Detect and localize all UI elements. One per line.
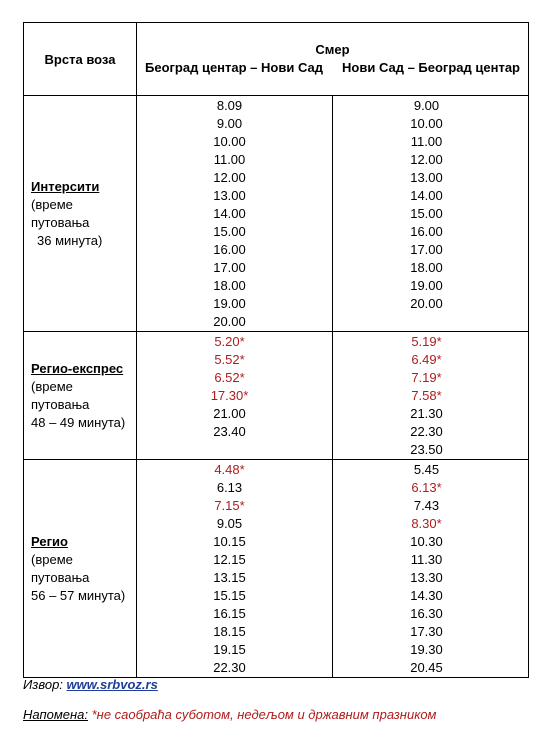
departure-time: 9.00 (216, 116, 243, 131)
departure-time: 19.00 (213, 296, 246, 311)
times-column (137, 460, 333, 678)
departure-time: 22.30 (410, 424, 443, 439)
departure-time: 19.30 (410, 642, 443, 657)
departure-time: 14.00 (213, 206, 246, 221)
times-column (333, 332, 529, 460)
departure-time: 21.30 (410, 406, 443, 421)
times-column (333, 96, 529, 332)
group-row-regio-express (24, 332, 529, 460)
group-note-line: 48 – 49 минута) (31, 414, 126, 430)
departure-time: 6.49* (411, 352, 442, 367)
departure-time: 14.00 (410, 188, 443, 203)
departure-time: 5.52* (214, 352, 245, 367)
departure-time: 15.00 (410, 206, 443, 221)
departure-time: 14.30 (410, 588, 443, 603)
departure-time: 15.15 (213, 588, 246, 603)
train-type-header: Врста воза (24, 23, 137, 96)
departure-time: 10.00 (213, 134, 246, 149)
departure-time: 12.00 (410, 152, 443, 167)
departure-time: 16.00 (410, 224, 443, 239)
direction-1-label: Београд центар – Нови Сад (145, 60, 323, 75)
departure-time: 6.13* (411, 480, 442, 495)
departure-time: 6.13 (216, 480, 243, 495)
source-link[interactable]: www.srbvoz.rs (66, 677, 158, 692)
departure-time: 13.00 (410, 170, 443, 185)
departure-time: 11.30 (410, 552, 443, 567)
group-note-line: 56 – 57 минута) (31, 587, 126, 603)
group-note-line: 36 минута) (37, 232, 103, 248)
group-row-regio (24, 460, 529, 678)
group-note-line: путовања (31, 396, 90, 412)
group-note-line: путовања (31, 214, 90, 230)
group-note-line: (време (31, 196, 73, 212)
departure-time: 8.30* (411, 516, 442, 531)
departure-time: 13.15 (213, 570, 246, 585)
source-label: Извор: (23, 677, 63, 692)
group-name: Регио-експрес (31, 360, 124, 376)
departure-time: 10.30 (410, 534, 443, 549)
departure-time: 19.00 (410, 278, 443, 293)
times-column (137, 96, 333, 332)
departure-time: 6.52* (214, 370, 245, 385)
departure-time: 22.30 (213, 660, 246, 675)
departure-time: 13.00 (213, 188, 246, 203)
group-cell (24, 460, 137, 678)
note-text: *не саобраћа суботом, недељом и државним празником (91, 707, 437, 722)
times-column (333, 460, 529, 678)
departure-time: 17.30 (410, 624, 443, 639)
direction-label: Смер (315, 42, 350, 57)
footnote (23, 707, 436, 722)
departure-time: 16.15 (213, 606, 246, 621)
departure-time: 9.00 (413, 98, 440, 113)
departure-time: 21.00 (213, 406, 246, 421)
direction-header (137, 23, 529, 96)
group-name: Интерсити (31, 178, 100, 194)
group-note-line: путовања (31, 569, 90, 585)
departure-time: 20.00 (213, 314, 246, 329)
departure-time: 5.19* (411, 334, 442, 349)
departure-time: 15.00 (213, 224, 246, 239)
departure-time: 16.30 (410, 606, 443, 621)
departure-time: 23.50 (410, 442, 443, 457)
departure-time: 4.48* (214, 462, 245, 477)
timetable (23, 22, 529, 678)
departure-time: 7.15* (214, 498, 245, 513)
departure-time: 7.19* (411, 370, 442, 385)
departure-time: 20.00 (410, 296, 443, 311)
direction-2-label: Нови Сад – Београд центар (342, 60, 520, 75)
departure-time: 12.00 (213, 170, 246, 185)
departure-time: 17.30* (210, 388, 249, 403)
group-cell (24, 332, 137, 460)
departure-time: 18.00 (213, 278, 246, 293)
departure-time: 20.45 (410, 660, 443, 675)
group-note-line: (време (31, 378, 73, 394)
departure-time: 11.00 (410, 134, 443, 149)
departure-time: 7.58* (411, 388, 442, 403)
times-column (137, 332, 333, 460)
departure-time: 18.00 (410, 260, 443, 275)
departure-time: 10.15 (213, 534, 246, 549)
source-line (23, 677, 158, 692)
departure-time: 17.00 (410, 242, 443, 257)
group-name: Регио (31, 533, 68, 549)
departure-time: 17.00 (213, 260, 246, 275)
group-note-line: (време (31, 551, 73, 567)
departure-time: 13.30 (410, 570, 443, 585)
departure-time: 5.45 (413, 462, 440, 477)
note-label: Напомена: (23, 707, 88, 722)
departure-time: 19.15 (213, 642, 246, 657)
departure-time: 7.43 (413, 498, 440, 513)
departure-time: 12.15 (213, 552, 246, 567)
departure-time: 8.09 (216, 98, 243, 113)
departure-time: 16.00 (213, 242, 246, 257)
departure-time: 5.20* (214, 334, 245, 349)
departure-time: 9.05 (216, 516, 243, 531)
group-row-intercity (24, 96, 529, 332)
group-cell (24, 96, 137, 332)
departure-time: 11.00 (213, 152, 246, 167)
departure-time: 18.15 (213, 624, 246, 639)
departure-time: 23.40 (213, 424, 246, 439)
header-row (24, 23, 529, 96)
departure-time: 10.00 (410, 116, 443, 131)
